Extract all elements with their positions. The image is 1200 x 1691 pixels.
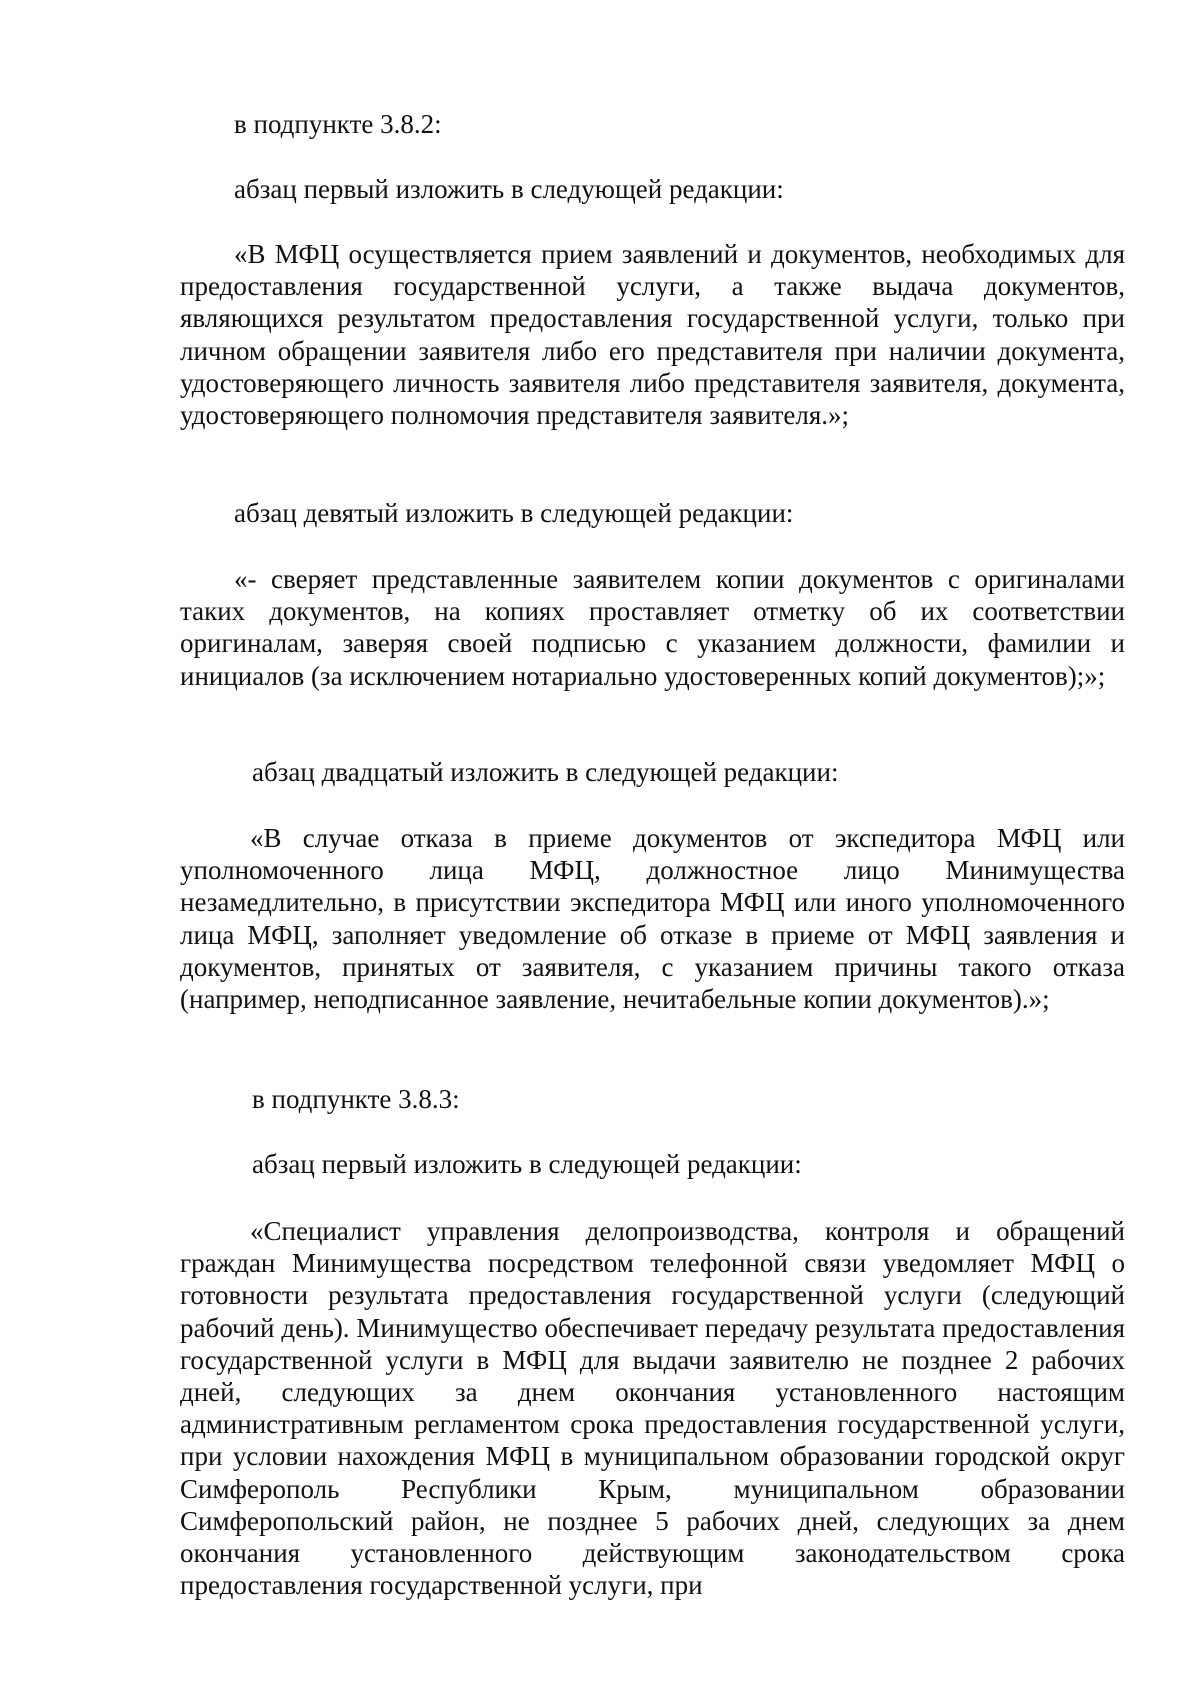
amendment-instruction-ninth-paragraph: абзац девятый изложить в следующей редакции: (234, 498, 794, 528)
amended-text-paragraph-1-3-8-3: «Специалист управления делопроизводства, контроля и обращений граждан Минимущества посредством телефонной связи уведомляет МФЦ о готовности результата предоставления государственной услуги (следующий рабочий день). Минимущество обеспечивает передачу результата предоставления государственной услуги в МФЦ для выдачи заявителю не позднее 2 рабочих дней, следующих за днем окончания установленного настоящим административным регламентом срока предоставления государственной услуги, при условии нахождения МФЦ в муниципальном образовании городской округ Симферополь Республики Крым, муниципальном образовании Симферопольский район, не позднее 5 рабочих дней, следующих за днем окончания установленного действующим законодательством срока предоставления государственной услуги, при (180, 1216, 1125, 1601)
subclause-heading-3-8-2: в подпункте 3.8.2: (234, 109, 442, 139)
amendment-instruction-first-paragraph-3-8-3: абзац первый изложить в следующей редакции: (252, 1149, 802, 1179)
amendment-instruction-first-paragraph: абзац первый изложить в следующей редакции: (234, 174, 784, 204)
amended-text-paragraph-20: «В случае отказа в приеме документов от экспедитора МФЦ или уполномоченного лица МФЦ, должностное лицо Минимущества незамедлительно, в присутствии экспедитора МФЦ или иного уполномоченного лица МФЦ, заполняет уведомление об отказе в приеме от МФЦ заявления и документов, принятых от заявителя, с указанием причины такого отказа (например, неподписанное заявление, нечитабельные копии документов).»; (180, 823, 1125, 1015)
amendment-instruction-twentieth-paragraph: абзац двадцатый изложить в следующей редакции: (252, 757, 839, 787)
amended-text-paragraph-9: «- сверяет представленные заявителем копии документов с оригиналами таких документов, на копиях проставляет отметку об их соответствии оригиналам, заверяя своей подписью с указанием должности, фамилии и инициалов (за исключением нотариально удостоверенных копий документов);»; (180, 564, 1125, 691)
amended-text-paragraph-1: «В МФЦ осуществляется прием заявлений и документов, необходимых для предоставления государственной услуги, а также выдача документов, являющихся результатом предоставления государственной услуги, только при личном обращении заявителя либо его представителя при наличии документа, удостоверяющего личность заявителя либо представителя заявителя, документа, удостоверяющего полномочия представителя заявителя.»; (180, 239, 1125, 431)
subclause-heading-3-8-3: в подпункте 3.8.3: (252, 1084, 460, 1114)
